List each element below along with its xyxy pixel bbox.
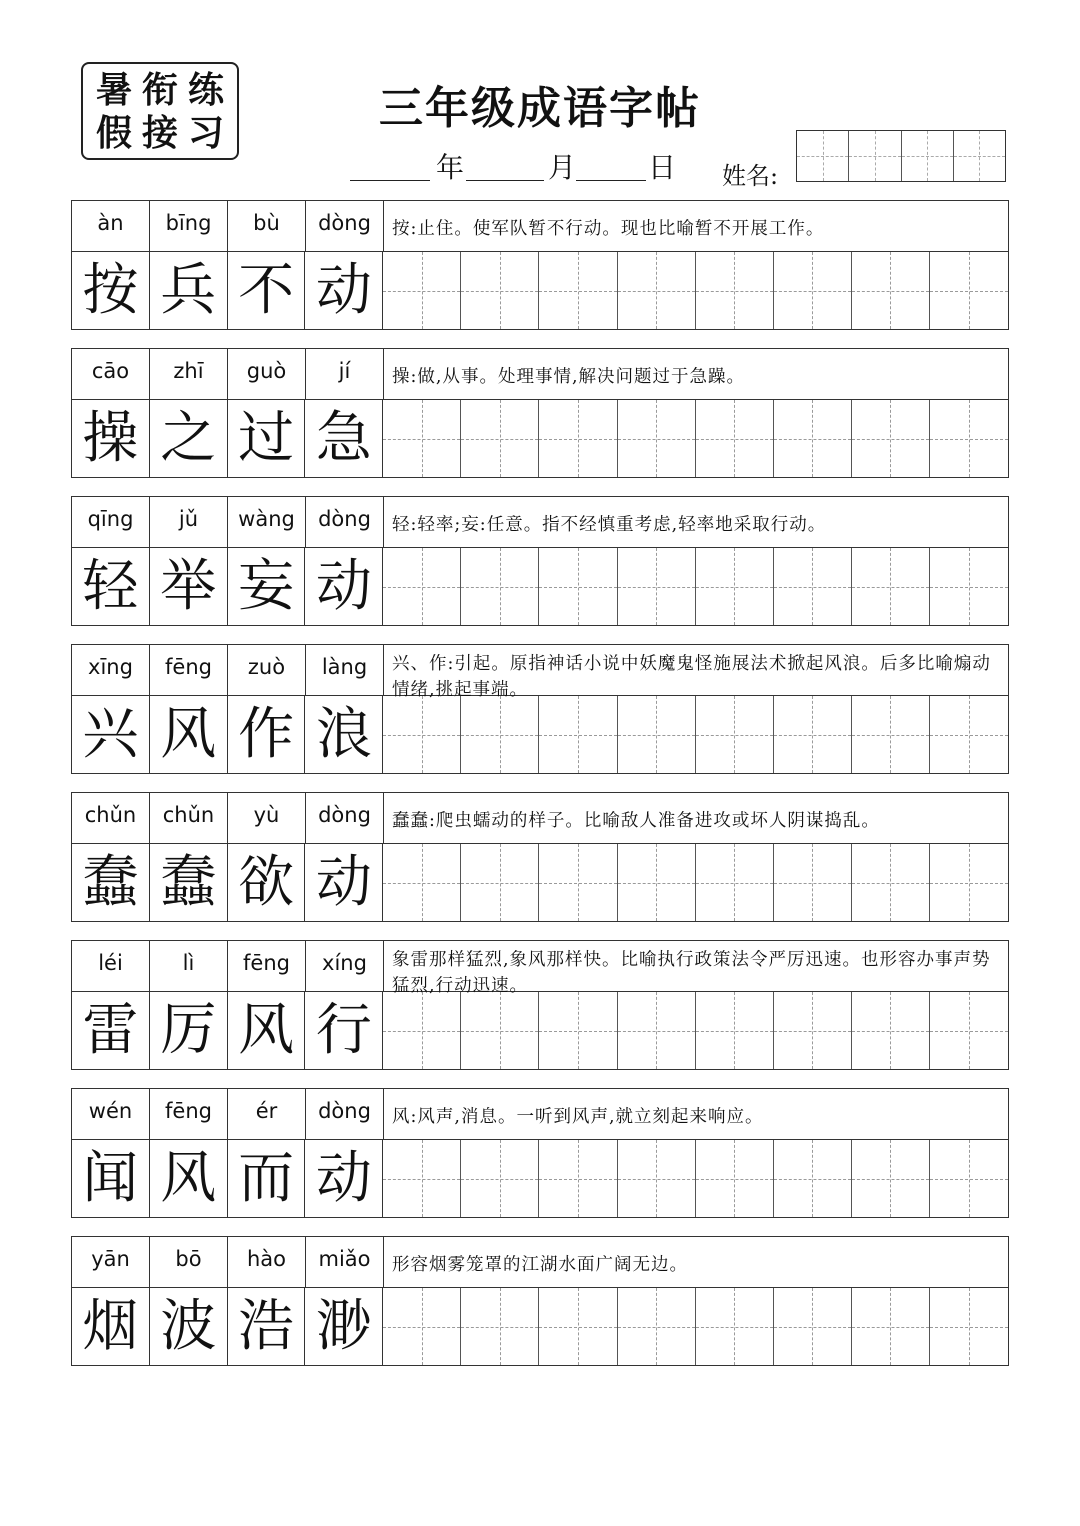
practice-cell[interactable] bbox=[461, 400, 539, 477]
practice-cell[interactable] bbox=[539, 1288, 617, 1365]
practice-cell[interactable] bbox=[618, 844, 696, 921]
idiom-character: 浩 bbox=[228, 1288, 306, 1365]
pinyin-cell: wén bbox=[72, 1089, 150, 1139]
pinyin-cell: yù bbox=[228, 793, 306, 843]
practice-cell[interactable] bbox=[696, 252, 774, 329]
idiom-character: 急 bbox=[305, 400, 383, 477]
idiom-character: 风 bbox=[150, 696, 228, 773]
practice-cell[interactable] bbox=[618, 1140, 696, 1217]
pinyin-cell: bù bbox=[228, 201, 306, 251]
idiom-character: 行 bbox=[305, 992, 383, 1069]
practice-cell[interactable] bbox=[383, 1288, 461, 1365]
name-label: 姓名: bbox=[722, 162, 779, 190]
idiom-character: 动 bbox=[305, 252, 383, 329]
practice-cell[interactable] bbox=[383, 696, 461, 773]
pinyin-cell: dòng bbox=[306, 497, 384, 547]
pinyin-cell: qīng bbox=[72, 497, 150, 547]
practice-cell[interactable] bbox=[618, 992, 696, 1069]
name-cell[interactable] bbox=[954, 131, 1005, 181]
logo-char: 习 bbox=[187, 111, 224, 154]
pinyin-cell: yān bbox=[72, 1237, 150, 1287]
name-cell[interactable] bbox=[849, 131, 901, 181]
practice-cell[interactable] bbox=[618, 548, 696, 625]
practice-cell[interactable] bbox=[383, 1140, 461, 1217]
pinyin-row bbox=[72, 201, 1008, 252]
idiom-character: 不 bbox=[228, 252, 306, 329]
practice-cell[interactable] bbox=[930, 1140, 1008, 1217]
idiom-character: 举 bbox=[150, 548, 228, 625]
practice-cell[interactable] bbox=[461, 548, 539, 625]
practice-cell[interactable] bbox=[383, 992, 461, 1069]
idiom-character: 蠢 bbox=[150, 844, 228, 921]
logo-stamp bbox=[81, 62, 239, 160]
idiom-character: 兵 bbox=[150, 252, 228, 329]
practice-cell[interactable] bbox=[618, 252, 696, 329]
logo-char: 接 bbox=[141, 111, 178, 154]
pinyin-cell: fēng bbox=[150, 1089, 228, 1139]
practice-cell[interactable] bbox=[696, 400, 774, 477]
character-row bbox=[72, 696, 1008, 773]
idiom-meaning: 风:风声,消息。一听到风声,就立刻起来响应。 bbox=[392, 1107, 764, 1127]
practice-cell[interactable] bbox=[852, 548, 930, 625]
pinyin-cell: miǎo bbox=[306, 1237, 384, 1287]
practice-cell[interactable] bbox=[930, 400, 1008, 477]
idiom-character: 雷 bbox=[72, 992, 150, 1069]
pinyin-cell: cāo bbox=[72, 349, 150, 399]
character-row bbox=[72, 1140, 1008, 1217]
practice-cell[interactable] bbox=[930, 548, 1008, 625]
idiom-character: 厉 bbox=[150, 992, 228, 1069]
idiom-character: 按 bbox=[72, 252, 150, 329]
idiom-character: 动 bbox=[305, 844, 383, 921]
practice-cell[interactable] bbox=[852, 696, 930, 773]
idiom-meaning: 兴、作:引起。原指神话小说中妖魔鬼怪施展法术掀起风浪。后多比喻煽动情绪,挑起事端。 bbox=[392, 654, 991, 700]
idiom-character: 风 bbox=[150, 1140, 228, 1217]
practice-cell[interactable] bbox=[852, 1140, 930, 1217]
practice-cell[interactable] bbox=[383, 844, 461, 921]
idiom-character: 兴 bbox=[72, 696, 150, 773]
logo-char: 衔 bbox=[141, 68, 178, 111]
practice-cell[interactable] bbox=[696, 1140, 774, 1217]
idiom-character: 欲 bbox=[228, 844, 306, 921]
practice-cell[interactable] bbox=[696, 696, 774, 773]
idiom-character: 之 bbox=[150, 400, 228, 477]
practice-cell[interactable] bbox=[461, 252, 539, 329]
idiom-meaning: 轻:轻率;妄:任意。指不经慎重考虑,轻率地采取行动。 bbox=[392, 515, 827, 535]
idiom-character: 而 bbox=[228, 1140, 306, 1217]
idiom-meaning: 象雷那样猛烈,象风那样快。比喻执行政策法令严厉迅速。也形容办事声势猛烈,行动迅速。 bbox=[392, 950, 991, 996]
practice-cell[interactable] bbox=[774, 400, 852, 477]
day-blank[interactable] bbox=[576, 180, 646, 181]
idiom-character: 妄 bbox=[228, 548, 306, 625]
year-label: 年 bbox=[436, 151, 465, 184]
idiom-block bbox=[71, 1236, 1009, 1366]
practice-cell[interactable] bbox=[852, 844, 930, 921]
name-box[interactable] bbox=[796, 130, 1006, 182]
character-row bbox=[72, 252, 1008, 329]
practice-cell[interactable] bbox=[774, 696, 852, 773]
pinyin-cell: wàng bbox=[228, 497, 306, 547]
logo-char: 假 bbox=[95, 111, 132, 154]
pinyin-cell: fēng bbox=[228, 941, 306, 991]
idiom-block bbox=[71, 792, 1009, 922]
idiom-character: 波 bbox=[150, 1288, 228, 1365]
idiom-character: 动 bbox=[305, 1140, 383, 1217]
practice-cell[interactable] bbox=[539, 1140, 617, 1217]
pinyin-cell: jǔ bbox=[150, 497, 228, 547]
practice-cell[interactable] bbox=[852, 252, 930, 329]
pinyin-cell: jí bbox=[306, 349, 384, 399]
practice-cell[interactable] bbox=[461, 992, 539, 1069]
practice-cell[interactable] bbox=[618, 696, 696, 773]
pinyin-cell: chǔn bbox=[72, 793, 150, 843]
idiom-character: 动 bbox=[305, 548, 383, 625]
practice-cell[interactable] bbox=[383, 400, 461, 477]
character-row bbox=[72, 548, 1008, 625]
idiom-character: 闻 bbox=[72, 1140, 150, 1217]
pinyin-cell: lì bbox=[150, 941, 228, 991]
practice-cell[interactable] bbox=[852, 992, 930, 1069]
practice-cell[interactable] bbox=[539, 400, 617, 477]
pinyin-cell: dòng bbox=[306, 793, 384, 843]
practice-cell[interactable] bbox=[930, 252, 1008, 329]
practice-cell[interactable] bbox=[383, 548, 461, 625]
idiom-character: 过 bbox=[228, 400, 306, 477]
practice-cell[interactable] bbox=[383, 252, 461, 329]
pinyin-cell: ér bbox=[228, 1089, 306, 1139]
day-label: 日 bbox=[648, 151, 677, 184]
idiom-character: 操 bbox=[72, 400, 150, 477]
practice-cell[interactable] bbox=[930, 844, 1008, 921]
character-row bbox=[72, 992, 1008, 1069]
practice-cell[interactable] bbox=[461, 696, 539, 773]
practice-cell[interactable] bbox=[539, 252, 617, 329]
idiom-meaning: 蠢蠢:爬虫蠕动的样子。比喻敌人准备进攻或坏人阴谋捣乱。 bbox=[392, 811, 880, 831]
practice-cell[interactable] bbox=[852, 400, 930, 477]
idiom-block bbox=[71, 200, 1009, 330]
idiom-meaning: 操:做,从事。处理事情,解决问题过于急躁。 bbox=[392, 367, 746, 387]
pinyin-cell: xīng bbox=[72, 645, 150, 695]
idiom-meaning: 形容烟雾笼罩的江湖水面广阔无边。 bbox=[392, 1255, 688, 1275]
pinyin-cell: bō bbox=[150, 1237, 228, 1287]
character-row bbox=[72, 1288, 1008, 1365]
practice-cell[interactable] bbox=[461, 844, 539, 921]
pinyin-cell: guò bbox=[228, 349, 306, 399]
page-title: 三年级成语字帖 bbox=[379, 83, 701, 134]
pinyin-cell: xíng bbox=[306, 941, 384, 991]
practice-cell[interactable] bbox=[539, 844, 617, 921]
character-row bbox=[72, 400, 1008, 477]
pinyin-row bbox=[72, 645, 1008, 700]
pinyin-cell: chǔn bbox=[150, 793, 228, 843]
practice-cell[interactable] bbox=[696, 1288, 774, 1365]
idiom-block bbox=[71, 644, 1009, 774]
practice-cell[interactable] bbox=[852, 1288, 930, 1365]
name-cell[interactable] bbox=[902, 131, 954, 181]
character-row bbox=[72, 844, 1008, 921]
practice-cell[interactable] bbox=[930, 1288, 1008, 1365]
pinyin-cell: zhī bbox=[150, 349, 228, 399]
idiom-block bbox=[71, 348, 1009, 478]
pinyin-cell: léi bbox=[72, 941, 150, 991]
idiom-character: 渺 bbox=[305, 1288, 383, 1365]
pinyin-cell: dòng bbox=[306, 1089, 384, 1139]
month-blank[interactable] bbox=[466, 180, 544, 181]
practice-cell[interactable] bbox=[461, 1288, 539, 1365]
logo-char: 暑 bbox=[95, 68, 132, 111]
pinyin-cell: hào bbox=[228, 1237, 306, 1287]
practice-cell[interactable] bbox=[618, 1288, 696, 1365]
practice-cell[interactable] bbox=[696, 548, 774, 625]
idiom-character: 烟 bbox=[72, 1288, 150, 1365]
practice-cell[interactable] bbox=[696, 844, 774, 921]
practice-cell[interactable] bbox=[930, 992, 1008, 1069]
idiom-character: 风 bbox=[228, 992, 306, 1069]
idiom-character: 轻 bbox=[72, 548, 150, 625]
pinyin-cell: fēng bbox=[150, 645, 228, 695]
pinyin-row bbox=[72, 941, 1008, 996]
idiom-meaning: 按:止住。使军队暂不行动。现也比喻暂不开展工作。 bbox=[392, 219, 825, 239]
pinyin-cell: zuò bbox=[228, 645, 306, 695]
idiom-character: 浪 bbox=[305, 696, 383, 773]
pinyin-cell: bīng bbox=[150, 201, 228, 251]
practice-cell[interactable] bbox=[774, 992, 852, 1069]
pinyin-cell: làng bbox=[306, 645, 384, 695]
pinyin-row bbox=[72, 1089, 1008, 1140]
month-label: 月 bbox=[548, 151, 577, 184]
pinyin-row bbox=[72, 497, 1008, 548]
practice-cell[interactable] bbox=[539, 548, 617, 625]
practice-cell[interactable] bbox=[618, 400, 696, 477]
practice-cell[interactable] bbox=[774, 1288, 852, 1365]
practice-cell[interactable] bbox=[774, 252, 852, 329]
practice-cell[interactable] bbox=[539, 992, 617, 1069]
practice-cell[interactable] bbox=[461, 1140, 539, 1217]
practice-cell[interactable] bbox=[774, 844, 852, 921]
practice-cell[interactable] bbox=[774, 548, 852, 625]
idiom-character: 蠢 bbox=[72, 844, 150, 921]
idiom-block bbox=[71, 496, 1009, 626]
practice-cell[interactable] bbox=[696, 992, 774, 1069]
pinyin-row bbox=[72, 1237, 1008, 1288]
pinyin-row bbox=[72, 349, 1008, 400]
practice-cell[interactable] bbox=[930, 696, 1008, 773]
idiom-character: 作 bbox=[228, 696, 306, 773]
pinyin-cell: àn bbox=[72, 201, 150, 251]
logo-char: 练 bbox=[187, 68, 224, 111]
idiom-block bbox=[71, 940, 1009, 1070]
year-blank[interactable] bbox=[350, 180, 430, 181]
idiom-block bbox=[71, 1088, 1009, 1218]
pinyin-cell: dòng bbox=[306, 201, 384, 251]
practice-cell[interactable] bbox=[539, 696, 617, 773]
practice-cell[interactable] bbox=[774, 1140, 852, 1217]
pinyin-row bbox=[72, 793, 1008, 844]
name-cell[interactable] bbox=[797, 131, 849, 181]
